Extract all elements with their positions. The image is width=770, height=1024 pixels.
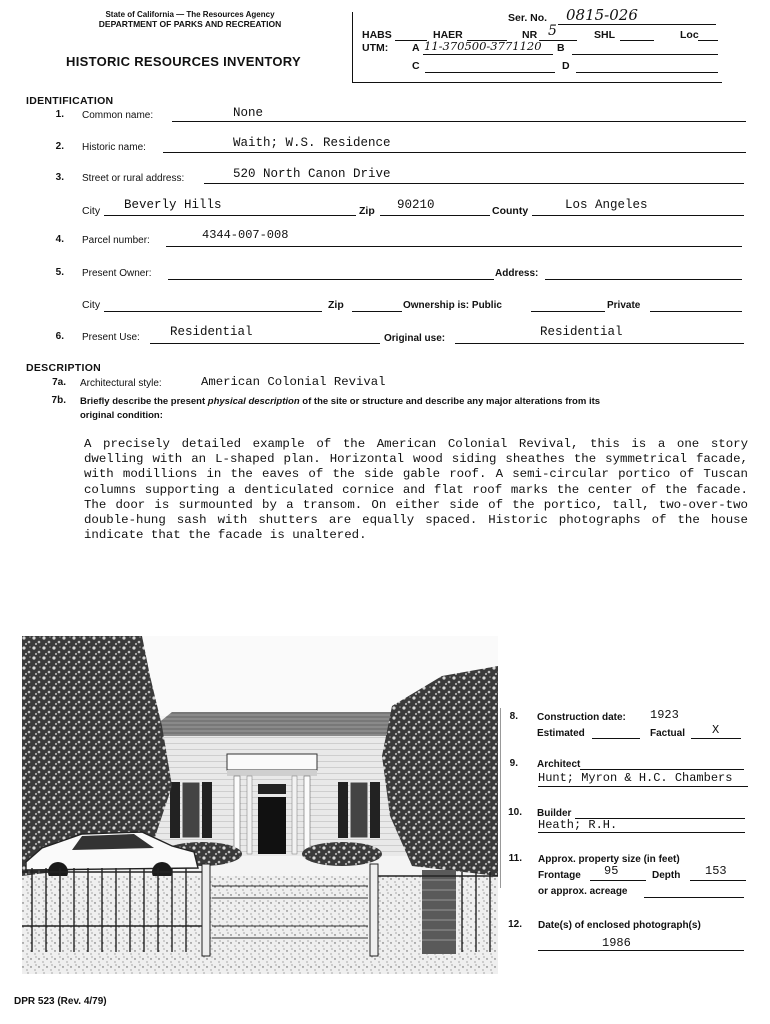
present-use-value: Residential bbox=[170, 325, 253, 339]
physical-description-text: A precisely detailed example of the American Colonial Revival, this is a one story dwelling with an L-shaped plan. Horizontal wood siding sheathes the symmetrical facade, with modillions in the eaves of the side gable roof. A semi-circular portico of Tuscan columns supporting a denticulated cornice and flat roof marks the center of the facade. The door is surmounted by a transom. On either side of the portico, tall, two-over-two double-hung sash with shutters are equally spaced. Historic photographs of the house indicate that the facade is unaltered. bbox=[84, 437, 748, 543]
zip-label: Zip bbox=[359, 205, 375, 217]
street-address-value: 520 North Canon Drive bbox=[233, 167, 391, 181]
house-photograph bbox=[22, 636, 498, 974]
present-owner-line bbox=[168, 279, 494, 280]
field-6-number: 6. bbox=[55, 331, 64, 342]
original-use-label: Original use: bbox=[384, 333, 446, 344]
form-number: DPR 523 (Rev. 4/79) bbox=[14, 996, 107, 1007]
city-value: Beverly Hills bbox=[124, 198, 222, 212]
owner-zip-label: Zip bbox=[328, 299, 344, 311]
physical-description-label bbox=[80, 396, 600, 407]
street-address-label: Street or rural address: bbox=[82, 173, 185, 184]
acreage-label: or approx. acreage bbox=[538, 886, 628, 897]
city-line bbox=[104, 215, 356, 216]
architectural-style-label: Architectural style: bbox=[80, 378, 162, 389]
zip-line bbox=[380, 215, 490, 216]
estimated-label: Estimated bbox=[537, 728, 585, 739]
utm-a-value: 11-370500-3771120 bbox=[424, 39, 542, 53]
utm-d-line bbox=[576, 72, 718, 73]
ownership-private-label: Private bbox=[607, 300, 641, 311]
physical-description-label-line2: original condition: bbox=[80, 410, 163, 421]
property-size-label: Approx. property size (in feet) bbox=[538, 854, 680, 865]
architectural-style-value: American Colonial Revival bbox=[201, 375, 386, 389]
field-2-number: 2. bbox=[55, 141, 64, 152]
present-owner-label: Present Owner: bbox=[82, 268, 152, 279]
ownership-public-line bbox=[531, 311, 605, 312]
historic-name-value: Waith; W.S. Residence bbox=[233, 136, 391, 150]
owner-city-label: City bbox=[82, 299, 101, 311]
construction-date-value: 1923 bbox=[650, 708, 679, 722]
agency-header bbox=[60, 10, 320, 29]
county-value: Los Angeles bbox=[565, 198, 648, 212]
nr-label: NR bbox=[522, 29, 538, 41]
identification-heading: IDENTIFICATION bbox=[26, 95, 114, 107]
loc-line bbox=[698, 40, 718, 41]
architect-line-1 bbox=[580, 769, 744, 770]
factual-label: Factual bbox=[650, 728, 686, 739]
architect-value: Hunt; Myron & H.C. Chambers bbox=[538, 771, 733, 785]
historic-name-line bbox=[163, 152, 746, 153]
owner-address-label: Address: bbox=[495, 268, 539, 279]
city-label: City bbox=[82, 205, 101, 217]
field-5-number: 5. bbox=[55, 267, 64, 278]
photo-date-line bbox=[538, 950, 744, 951]
frontage-line bbox=[590, 880, 646, 881]
architect-label: Architect bbox=[537, 759, 581, 770]
builder-label: Builder bbox=[537, 808, 572, 819]
parcel-number-line bbox=[166, 246, 742, 247]
haer-label: HAER bbox=[433, 29, 463, 41]
form-title: HISTORIC RESOURCES INVENTORY bbox=[66, 54, 301, 69]
physical-description-label-italic: physical description bbox=[207, 396, 300, 407]
common-name-value: None bbox=[233, 106, 264, 120]
ownership-public-label: Ownership is: Public bbox=[403, 300, 502, 311]
loc-label: Loc bbox=[680, 29, 699, 41]
field-11-number: 11. bbox=[508, 853, 522, 864]
frontage-value: 95 bbox=[604, 864, 619, 878]
original-use-line bbox=[455, 343, 744, 344]
construction-date-label: Construction date: bbox=[537, 712, 626, 723]
physical-description-label-end: of the site or structure and describe any major alterations from its bbox=[299, 396, 601, 407]
common-name-label: Common name: bbox=[82, 110, 154, 121]
utm-d-label: D bbox=[562, 60, 570, 72]
frontage-label: Frontage bbox=[538, 870, 581, 881]
shl-label: SHL bbox=[594, 29, 615, 41]
historic-name-label: Historic name: bbox=[82, 142, 146, 153]
depth-label: Depth bbox=[652, 870, 681, 881]
parcel-number-label: Parcel number: bbox=[82, 235, 150, 246]
physical-description-label-start: Briefly describe the present bbox=[80, 396, 208, 407]
acreage-line bbox=[644, 897, 744, 898]
agency-line-1: State of California — The Resources Agency bbox=[105, 10, 275, 19]
utm-b-label: B bbox=[557, 42, 565, 54]
factual-line bbox=[691, 738, 741, 739]
present-use-line bbox=[150, 343, 380, 344]
field-7b-number: 7b. bbox=[51, 395, 66, 406]
ser-no-line bbox=[558, 24, 716, 25]
ser-no-label: Ser. No. bbox=[508, 12, 548, 24]
field-1-number: 1. bbox=[55, 109, 64, 120]
common-name-line bbox=[172, 121, 746, 122]
county-line bbox=[532, 215, 744, 216]
utm-a-label: A bbox=[412, 42, 420, 54]
utm-c-label: C bbox=[412, 60, 420, 72]
original-use-value: Residential bbox=[540, 325, 623, 339]
builder-line-2 bbox=[538, 832, 745, 833]
field-12-number: 12. bbox=[508, 919, 522, 930]
nr-line bbox=[539, 40, 577, 41]
owner-zip-line bbox=[352, 311, 402, 312]
header-box-bottom-border bbox=[352, 82, 722, 83]
agency-line-2: DEPARTMENT OF PARKS AND RECREATION bbox=[98, 19, 282, 29]
utm-b-line bbox=[572, 54, 718, 55]
owner-address-line bbox=[545, 279, 742, 280]
nr-value: 5 bbox=[548, 23, 557, 39]
parcel-number-value: 4344-007-008 bbox=[202, 228, 289, 242]
shl-line bbox=[620, 40, 654, 41]
header-box-left-border bbox=[352, 12, 353, 82]
field-4-number: 4. bbox=[55, 234, 64, 245]
field-3-number: 3. bbox=[55, 172, 64, 183]
field-7a-number: 7a. bbox=[52, 377, 66, 388]
description-heading: DESCRIPTION bbox=[26, 362, 102, 374]
ser-no-value: 0815-026 bbox=[566, 6, 638, 24]
owner-city-line bbox=[104, 311, 322, 312]
field-10-number: 10. bbox=[508, 807, 522, 818]
utm-c-line bbox=[425, 72, 555, 73]
factual-value: X bbox=[712, 723, 720, 737]
photo-date-label: Date(s) of enclosed photograph(s) bbox=[538, 920, 701, 931]
architect-line-2 bbox=[538, 786, 748, 787]
depth-value: 153 bbox=[705, 864, 727, 878]
depth-line bbox=[690, 880, 746, 881]
county-label: County bbox=[492, 205, 529, 217]
field-8-number: 8. bbox=[509, 711, 518, 722]
builder-value: Heath; R.H. bbox=[538, 818, 618, 832]
field-9-number: 9. bbox=[509, 758, 518, 769]
utm-a-line bbox=[423, 54, 553, 55]
zip-value: 90210 bbox=[397, 198, 435, 212]
street-address-line bbox=[204, 183, 744, 184]
present-use-label: Present Use: bbox=[82, 332, 140, 343]
habs-line bbox=[395, 40, 427, 41]
ownership-private-line bbox=[650, 311, 742, 312]
habs-label: HABS bbox=[362, 29, 392, 41]
photo-date-value: 1986 bbox=[602, 936, 631, 950]
estimated-line bbox=[592, 738, 640, 739]
utm-label: UTM: bbox=[362, 42, 389, 54]
